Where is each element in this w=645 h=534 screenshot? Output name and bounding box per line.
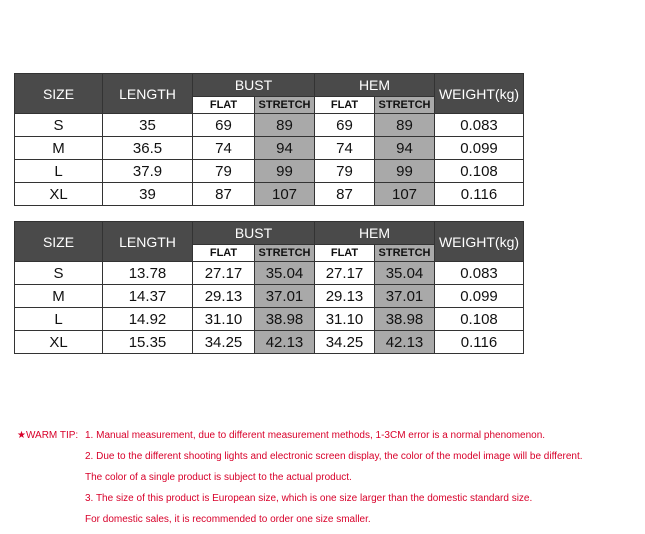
cell-weight: 0.108 [435, 160, 524, 183]
cell-bust-stretch: 37.01 [255, 285, 315, 308]
table-row [15, 137, 524, 160]
cell-size: M [15, 285, 103, 308]
cell-weight: 0.083 [435, 262, 524, 285]
cell-hem-stretch: 99 [375, 160, 435, 183]
table-row [15, 262, 524, 285]
cell-bust-stretch: 94 [255, 137, 315, 160]
cell-bust-flat: 74 [193, 137, 255, 160]
table-row [15, 160, 524, 183]
cell-bust-stretch: 35.04 [255, 262, 315, 285]
tip-text: For domestic sales, it is recommended to order one size smaller. [85, 514, 371, 525]
star-icon: ★ [17, 430, 26, 441]
cell-size: L [15, 160, 103, 183]
tip-text: The color of a single product is subject to the actual product. [85, 472, 352, 483]
header-bust: BUST [193, 74, 315, 97]
table-header-row [15, 222, 524, 245]
cell-length: 13.78 [103, 262, 193, 285]
sub-bust-flat: FLAT [193, 245, 255, 262]
table-row [15, 114, 524, 137]
cell-size: L [15, 308, 103, 331]
table-row [15, 308, 524, 331]
cell-hem-stretch: 37.01 [375, 285, 435, 308]
tip-text: 3. The size of this product is European size, which is one size larger than the domestic standard size. [85, 493, 533, 504]
sub-hem-stretch: STRETCH [375, 97, 435, 114]
header-bust: BUST [193, 222, 315, 245]
header-length: LENGTH [103, 74, 193, 114]
cell-bust-stretch: 89 [255, 114, 315, 137]
warm-tip-label [17, 425, 78, 446]
cell-hem-flat: 29.13 [315, 285, 375, 308]
cell-weight: 0.083 [435, 114, 524, 137]
cell-hem-stretch: 89 [375, 114, 435, 137]
cell-bust-flat: 34.25 [193, 331, 255, 354]
cell-length: 37.9 [103, 160, 193, 183]
size-chart-inch [14, 221, 524, 354]
cell-weight: 0.099 [435, 285, 524, 308]
tip-text: 2. Due to the different shooting lights and electronic screen display, the color of the model image will be different. [85, 451, 583, 462]
cell-size: S [15, 114, 103, 137]
sub-hem-stretch: STRETCH [375, 245, 435, 262]
table-row [15, 285, 524, 308]
cell-hem-flat: 34.25 [315, 331, 375, 354]
cell-bust-stretch: 99 [255, 160, 315, 183]
header-weight: WEIGHT(kg) [435, 74, 524, 114]
cell-hem-stretch: 94 [375, 137, 435, 160]
cell-weight: 0.099 [435, 137, 524, 160]
cell-hem-flat: 27.17 [315, 262, 375, 285]
cell-bust-flat: 69 [193, 114, 255, 137]
cell-weight: 0.116 [435, 183, 524, 206]
cell-weight: 0.116 [435, 331, 524, 354]
cell-length: 15.35 [103, 331, 193, 354]
table-row [15, 331, 524, 354]
cell-hem-stretch: 38.98 [375, 308, 435, 331]
header-hem: HEM [315, 222, 435, 245]
table-header-row [15, 74, 524, 97]
cell-length: 39 [103, 183, 193, 206]
cell-hem-flat: 87 [315, 183, 375, 206]
cell-size: XL [15, 183, 103, 206]
header-hem: HEM [315, 74, 435, 97]
header-length: LENGTH [103, 222, 193, 262]
cell-bust-flat: 31.10 [193, 308, 255, 331]
cell-size: XL [15, 331, 103, 354]
cell-hem-flat: 79 [315, 160, 375, 183]
header-size: SIZE [15, 74, 103, 114]
cell-bust-stretch: 38.98 [255, 308, 315, 331]
cell-bust-flat: 79 [193, 160, 255, 183]
cell-length: 14.92 [103, 308, 193, 331]
cell-hem-flat: 31.10 [315, 308, 375, 331]
sub-bust-stretch: STRETCH [255, 97, 315, 114]
cell-bust-flat: 87 [193, 183, 255, 206]
cell-hem-stretch: 107 [375, 183, 435, 206]
size-chart-cm [14, 73, 524, 206]
cell-length: 35 [103, 114, 193, 137]
warm-tip-text: WARM TIP: [25, 430, 79, 441]
sub-bust-stretch: STRETCH [255, 245, 315, 262]
cell-length: 36.5 [103, 137, 193, 160]
header-weight: WEIGHT(kg) [435, 222, 524, 262]
table-row [15, 183, 524, 206]
cell-bust-flat: 27.17 [193, 262, 255, 285]
cell-bust-stretch: 107 [255, 183, 315, 206]
cell-size: M [15, 137, 103, 160]
cell-weight: 0.108 [435, 308, 524, 331]
cell-size: S [15, 262, 103, 285]
tip-text: 1. Manual measurement, due to different measurement methods, 1-3CM error is a normal phenomenon. [85, 430, 546, 441]
sub-hem-flat: FLAT [315, 245, 375, 262]
cell-hem-flat: 69 [315, 114, 375, 137]
cell-bust-flat: 29.13 [193, 285, 255, 308]
cell-length: 14.37 [103, 285, 193, 308]
sub-hem-flat: FLAT [315, 97, 375, 114]
header-size: SIZE [15, 222, 103, 262]
cell-bust-stretch: 42.13 [255, 331, 315, 354]
cell-hem-stretch: 35.04 [375, 262, 435, 285]
sub-bust-flat: FLAT [193, 97, 255, 114]
cell-hem-stretch: 42.13 [375, 331, 435, 354]
cell-hem-flat: 74 [315, 137, 375, 160]
